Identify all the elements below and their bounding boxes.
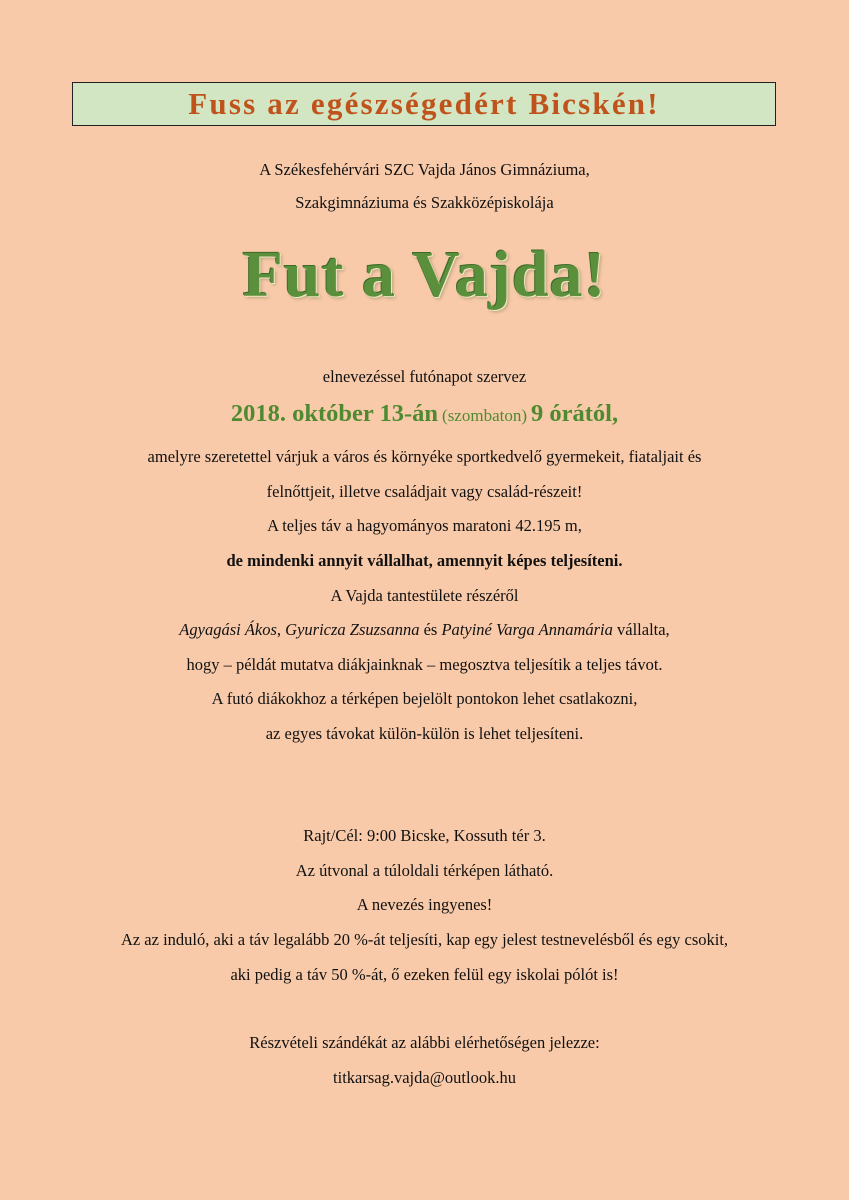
body-line-1: amelyre szeretettel várjuk a város és környéke sportkedvelő gyermekeit, fiataljait és	[147, 447, 702, 466]
teacher-separator: ,	[276, 620, 286, 639]
teacher-and: és	[419, 620, 442, 639]
reward-line-2: aki pedig a táv 50 %-át, ő ezeken felül egy iskolai pólót is!	[230, 965, 619, 984]
contact-prompt: Részvételi szándékát az alábbi elérhetőségen jelezze:	[249, 1033, 600, 1052]
date-time: 9 órától,	[531, 400, 619, 427]
reward-line-1: Az az induló, aki a táv legalább 20 %-át teljesíti, kap egy jelest testnevelésből és egy csokit,	[120, 930, 729, 949]
body-line-2: felnőttjeit, illetve családjait vagy család-részeit!	[266, 482, 583, 501]
main-title: Fut a Vajda!	[242, 238, 607, 311]
entry-free: A nevezés ingyenes!	[356, 895, 493, 914]
teacher-name-3: Patyiné Varga Annamária	[441, 620, 613, 639]
body-line-7: hogy – példát mutatva diákjainknak – megosztva teljesítik a teljes távot.	[186, 655, 663, 674]
teacher-name-1: Agyagási Ákos	[179, 620, 277, 639]
body-line-5: A Vajda tantestülete részéről	[330, 586, 519, 605]
body-line-9: az egyes távokat külön-külön is lehet teljesíteni.	[265, 724, 584, 743]
teacher-suffix: vállalta,	[612, 620, 670, 639]
intro-text: elnevezéssel futónapot szervez	[322, 367, 527, 386]
date-main: 2018. október 13-án	[230, 400, 439, 427]
banner-title: Fuss az egészségedért Bicskén!	[188, 86, 660, 121]
body-line-4: de mindenki annyit vállalhat, amennyit képes teljesíteni.	[226, 551, 623, 570]
contact-email: titkarsag.vajda@outlook.hu	[333, 1068, 516, 1087]
start-location: Rajt/Cél: 9:00 Bicske, Kossuth tér 3.	[303, 826, 546, 845]
route-info: Az útvonal a túloldali térképen látható.	[295, 861, 554, 880]
organizer-line-2: Szakgimnáziuma és Szakközépiskolája	[295, 193, 554, 212]
organizer-line-1: A Székesfehérvári SZC Vajda János Gimnáziuma,	[259, 160, 590, 179]
teachers-line	[0, 620, 849, 640]
date-weekday: (szombaton)	[442, 406, 528, 425]
teacher-name-2: Gyuricza Zsuzsanna	[285, 620, 420, 639]
body-line-8: A futó diákokhoz a térképen bejelölt pontokon lehet csatlakozni,	[211, 689, 638, 708]
body-line-3: A teljes táv a hagyományos maratoni 42.195 m,	[267, 516, 582, 535]
title-banner	[72, 82, 776, 126]
event-date	[0, 400, 849, 428]
